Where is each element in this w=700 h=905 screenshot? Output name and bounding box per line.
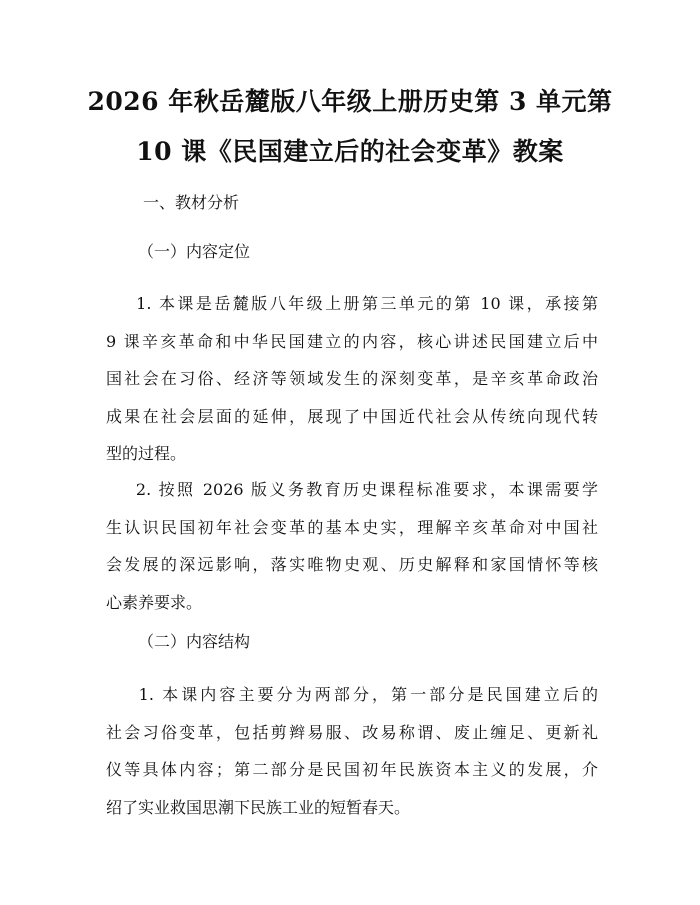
paragraph-2-line: 心素养要求。 (106, 592, 203, 612)
paragraph-1-line: 型的过程。 (106, 444, 187, 463)
subsection-heading-content-structure: （二）内容结构 (138, 632, 251, 651)
paragraph-3-line: 仪等具体内容；第二部分是民国初年民族资本主义的发展，介 (106, 760, 598, 779)
paragraph-1-line: 9 课辛亥革命和中华民国建立的内容，核心讲述民国建立后中 (106, 331, 598, 351)
paragraph-3-line: 社会习俗变革，包括剪辫易服、改易称谓、废止缠足、更新礼 (106, 722, 598, 742)
paragraph-1-line: 国社会在习俗、经济等领域发生的深刻变革，是辛亥革命政治 (106, 369, 598, 388)
document-title-line-2: 10 课《民国建立后的社会变革》教案 (136, 137, 564, 166)
subsection-heading-content-positioning: （一）内容定位 (138, 242, 251, 261)
paragraph-1-line: 1. 本课是岳麓版八年级上册第三单元的第 10 课，承接第 (106, 294, 598, 313)
paragraph-3-line: 1. 本课内容主要分为两部分，第一部分是民国建立后的 (106, 685, 598, 704)
paragraph-1-line: 成果在社会层面的延伸，展现了中国近代社会从传统向现代转 (106, 406, 598, 426)
paragraph-2-line: 会发展的深远影响，落实唯物史观、历史解释和家国情怀等核 (106, 555, 598, 574)
paragraph-3 (106, 676, 598, 826)
paragraph-2-line: 生认识民国初年社会变革的基本史实，理解辛亥革命对中国社 (106, 517, 598, 537)
paragraph-3-line: 绍了实业救国思潮下民族工业的短暂春天。 (106, 797, 411, 817)
paragraph-2-line: 2. 按照 2026 版义务教育历史课程标准要求，本课需要学 (106, 480, 598, 499)
paragraph-1 (106, 285, 598, 473)
paragraph-2 (106, 471, 598, 621)
section-heading-textbook-analysis: 一、教材分析 (143, 193, 240, 212)
document-title-line-1: 2026 年秋岳麓版八年级上册历史第 3 单元第 (87, 87, 613, 116)
